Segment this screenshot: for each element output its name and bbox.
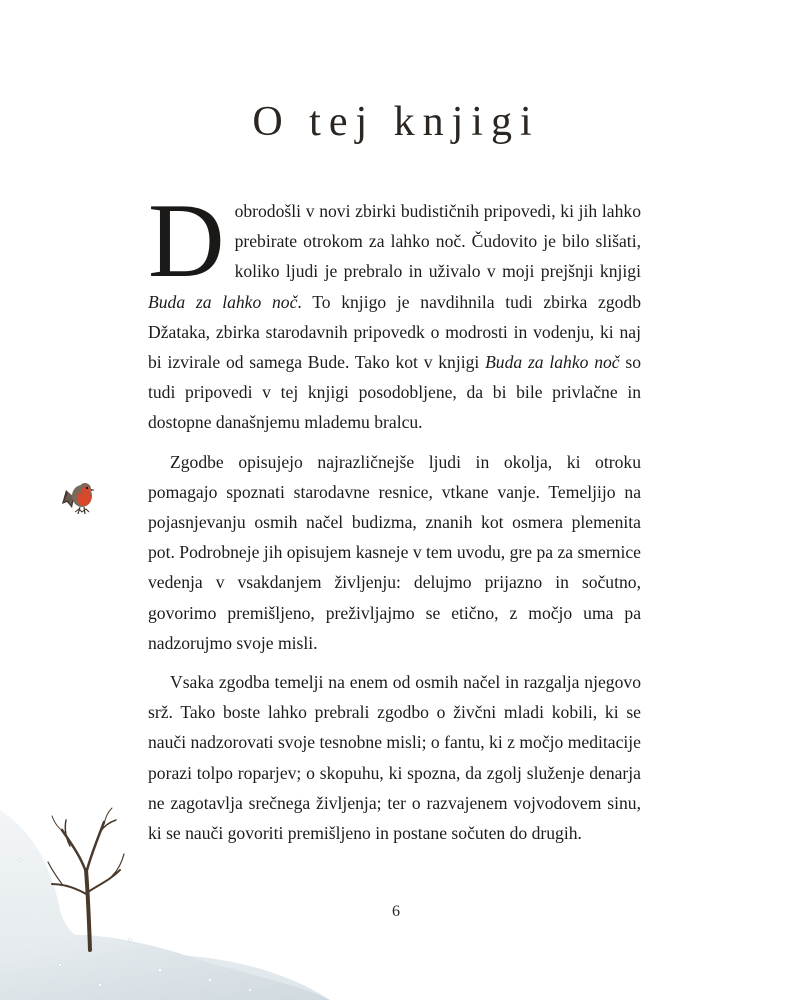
page-number: 6 — [392, 903, 400, 920]
winter-tree-snow-illustration — [0, 800, 330, 1000]
paragraph-1: Dobrodošli v novi zbirki budističnih pripovedi, ki jih lahko prebirate otrokom za lahko noč. Čudovito je bilo slišati, koliko ljudi je prebralo in uživalo v moji prejšnji knjigi Buda za lahko noč. To knjigo je navdihnila tudi zbirka zgodb Džataka, zbirka starodavnih pripovedk o modrosti in vodenju, ki naj bi izvirale od samega Bude. Tako kot v knjigi Buda za lahko noč so tudi pripovedi v tej knjigi posodobljene, da bi bile privlačne in dostopne današnjemu mlademu bralcu. — [148, 182, 642, 433]
body-text — [148, 182, 642, 848]
paragraph-3: Vsaka zgodba temelji na enem od osmih načel in razgalja njegovo srž. Tako boste lahko prebrali zgodbo o živčni mladi kobili, ki se nauči nadzorovati svoje tesnobne misli; o fantu, ki z močjo meditacije porazi tolpo roparjev; o skopuhu, ki spozna, da zgolj služenje denarja ne zagotavlja srečnega življenja; ter o razvajenem vojvodovem sinu, ki se nauči govoriti premišljeno in postane sočuten do drugih. — [148, 672, 641, 844]
book-title-ref: Buda za lahko noč — [148, 291, 298, 312]
page-title: O tej knjigi — [252, 99, 540, 145]
paragraph-2: Zgodbe opisujejo najrazličnejše ljudi in okolja, ki otroku pomagajo spoznati starodavne resnice, vtkane vanje. Temeljijo na pojasnjevanju osmih načel budizma, znanih kot osmera plemenita pot. Podrobneje jih opisujem kasneje v tem uvodu, gre pa za smernice vedenja v vsakdanjem življenju: delujmo prijazno in sočutno, govorimo premišljeno, preživljajmo se etično, z močjo uma pa nadzorujmo svoje misli. — [148, 451, 641, 653]
robin-bird-icon — [58, 478, 98, 516]
book-title-ref: Buda za lahko noč — [485, 352, 620, 373]
drop-cap: D — [148, 182, 225, 299]
